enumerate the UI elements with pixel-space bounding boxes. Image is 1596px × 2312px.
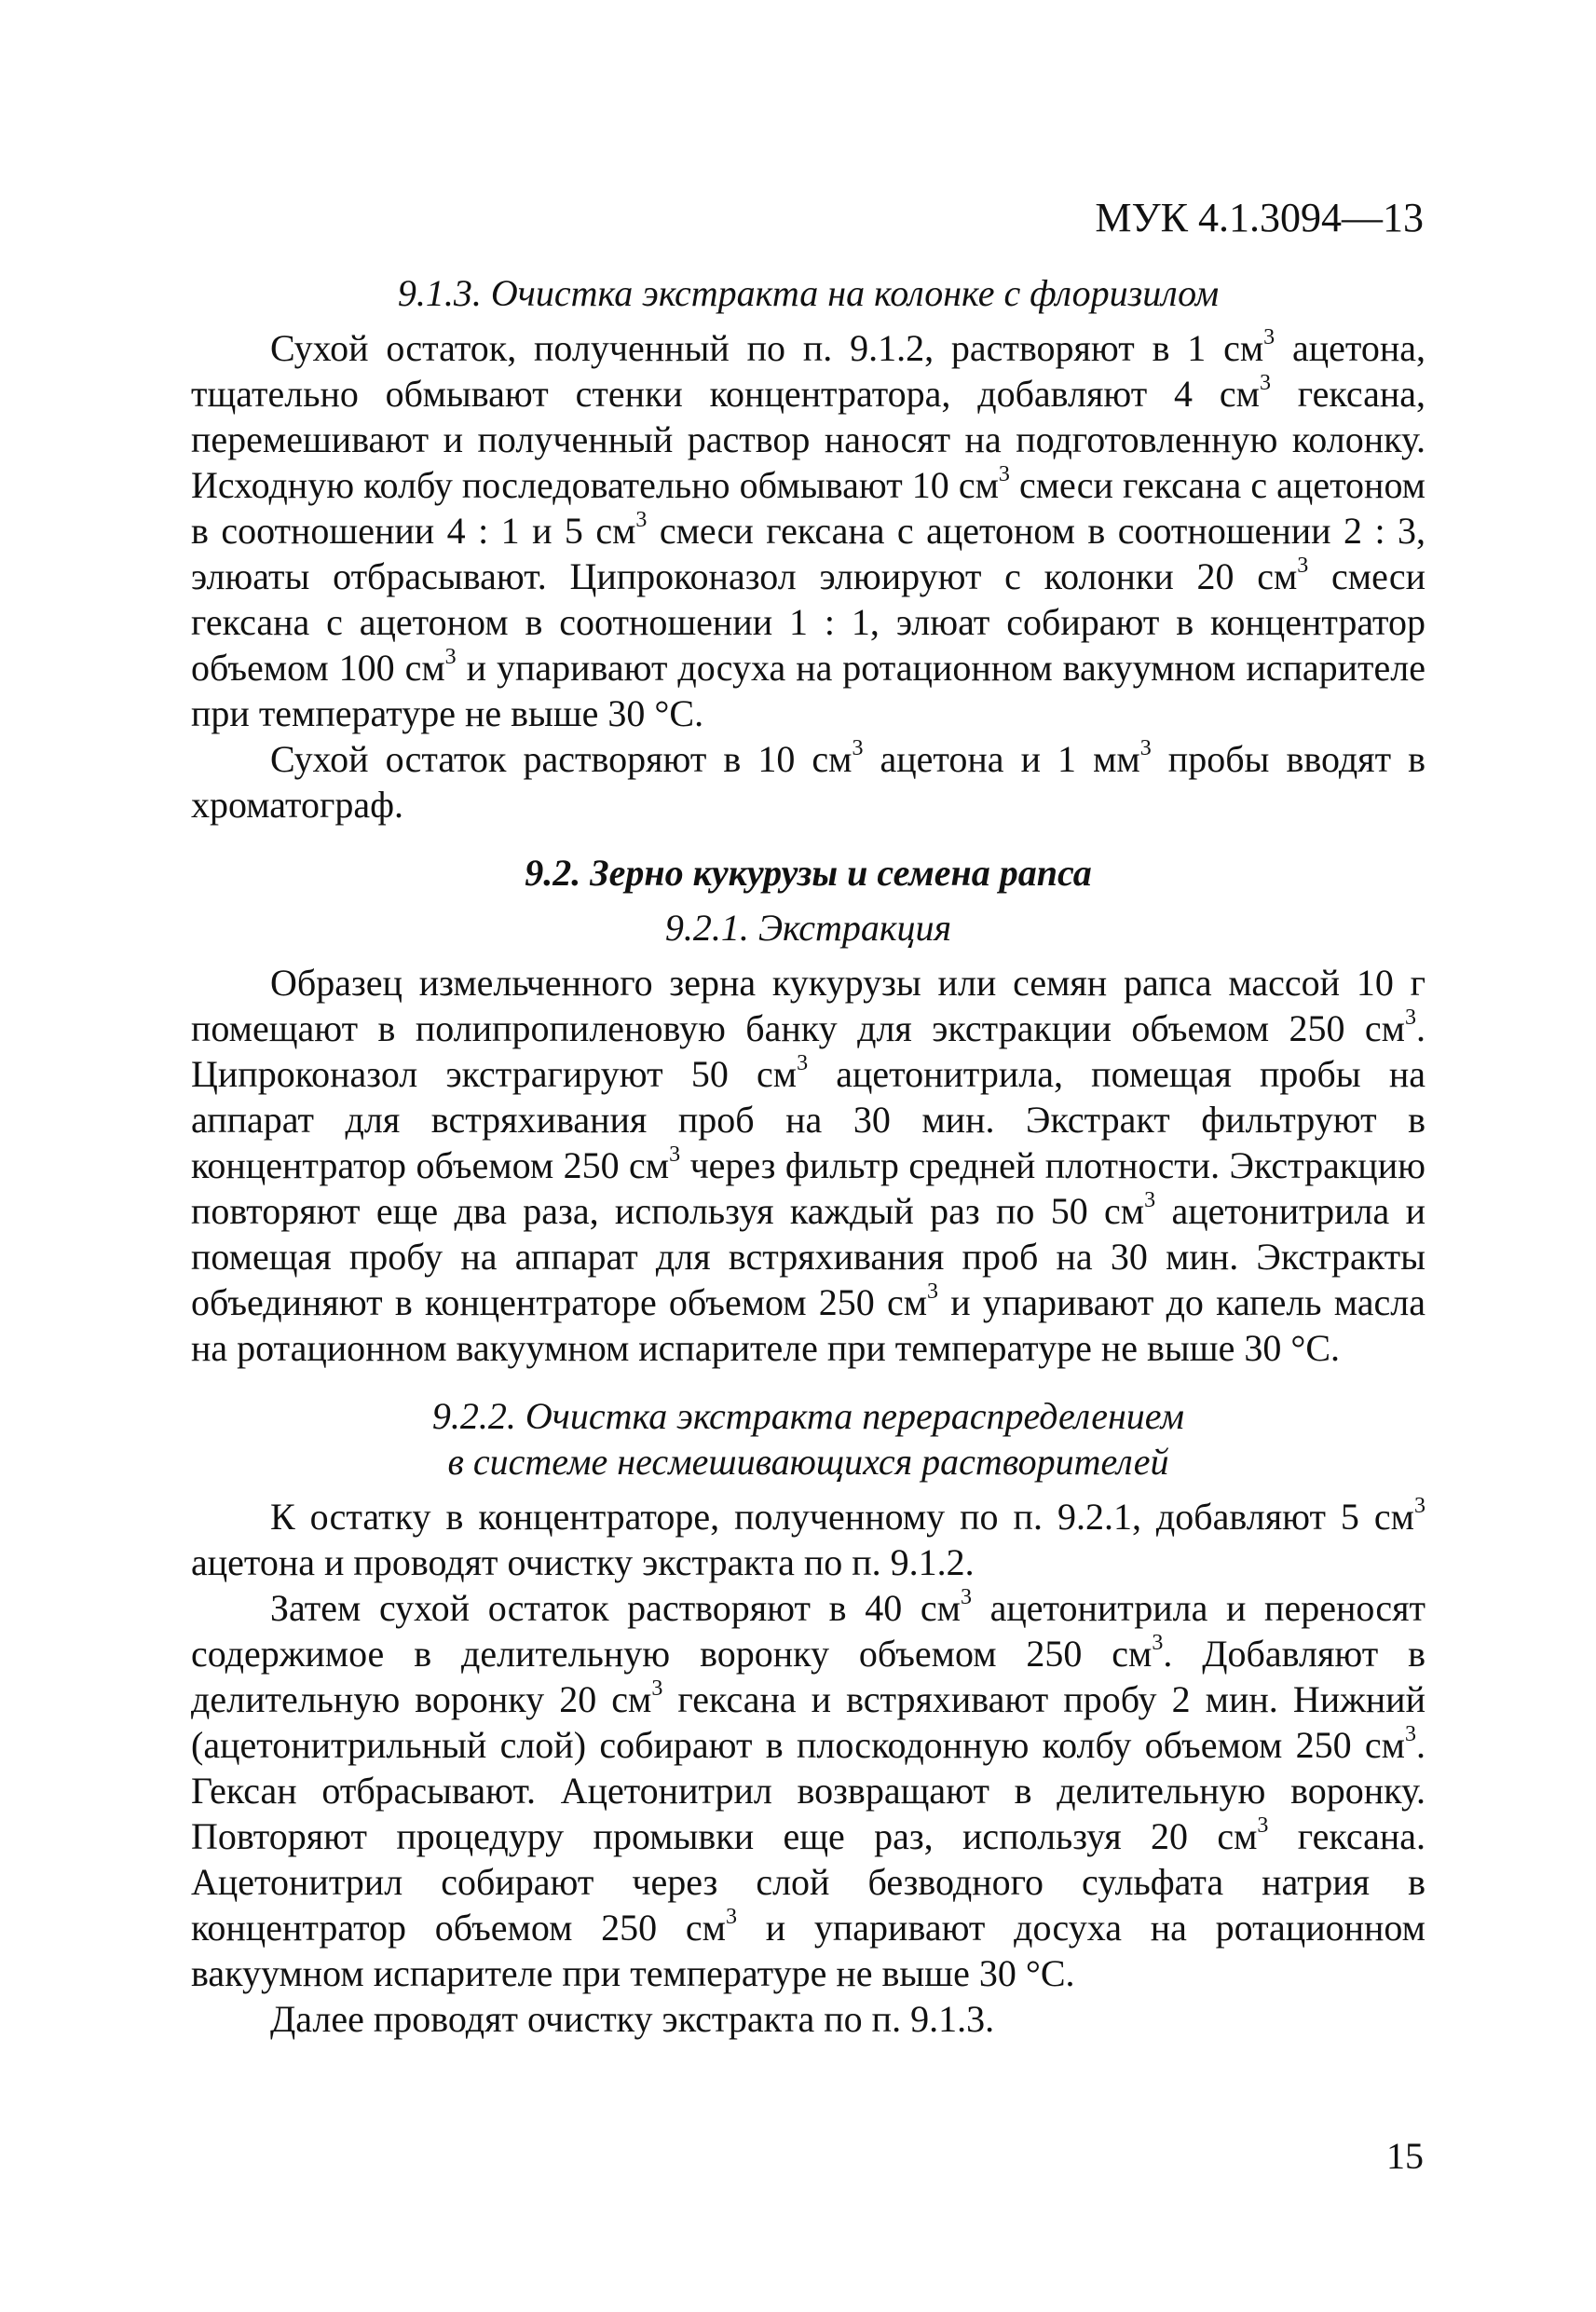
section-heading-9-1-3: 9.1.3. Очистка экстракта на колонке с флоризилом — [397, 272, 1220, 314]
section-heading-9-2-2-line2: в системе несмешивающихся растворителей — [447, 1441, 1169, 1483]
section-heading-9-2-1: 9.2.1. Экстракция — [664, 907, 952, 949]
section-heading-9-2-2-line1: 9.2.2. Очистка экстракта перераспределением — [431, 1395, 1185, 1437]
paragraph-9-2-2-3: Далее проводят очистку экстракта по п. 9.1.3. — [270, 1998, 995, 2040]
paragraph-9-1-3-1: Сухой остаток, полученный по п. 9.1.2, растворяют в 1 $см^3$ ацетона, тщательно обмывают стенки концентратора, добавляют 4 $см^3$ гексана, перемешивают и полученный раствор наносят на подготовленную колонку. Исходную колбу последовательно обмывают 10 $см^3$ смеси гексана с ацетоном в соотношении 4 : 1 и 5 $см^3$ смеси гексана с ацетоном в соотношении 2 : 3, элюаты отбрасывают. Ципроконазол элюируют с колонки 20 $см^3$ смеси гексана с ацетоном в соотношении 1 : 1, элюат собирают в концентратор объемом 100 $см^3$ и упаривают досуха на ротационном вакуумном испарителе при температуре не выше 30 °С. — [191, 325, 1426, 734]
paragraph-9-2-1-1: Образец измельченного зерна кукурузы или семян рапса массой 10 г помещают в полипропиленовую банку для экстракции объемом 250 $см^3$. Ципроконазол экстрагируют 50 $см^3$ ацетонитрила, помещая пробы на аппарат для встряхивания проб на 30 мин. Экстракт фильтруют в концентратор объемом 250 $см^3$ через фильтр средней плотности. Экстракцию повторяют еще два раза, используя каждый раз по 50 $см^3$ ацетонитрила и помещая пробу на аппарат для встряхивания проб на 30 мин. Экстракты объединяют в концентраторе объемом 250 $см^3$ и упаривают до капель масла на ротационном вакуумном испарителе при температуре не выше 30 °С. — [191, 962, 1425, 1369]
paragraph-9-2-2-1: К остатку в концентраторе, полученному по п. 9.2.1, добавляют 5 $см^3$ ацетона и проводят очистку экстракта по п. 9.1.2. — [191, 1494, 1425, 1583]
paragraph-9-2-2-2: Затем сухой остаток растворяют в 40 $см^3$ ацетонитрила и переносят содержимое в делительную воронку объемом 250 $см^3$. Добавляют в делительную воронку 20 $см^3$ гексана и встряхивают пробу 2 мин. Нижний (ацетонитрильный слой) собирают в плоскодонную колбу объемом 250 $см^3$. Гексан отбрасывают. Ацетонитрил возвращают в делительную воронку. Повторяют процедуру промывки еще раз, используя 20 $см^3$ гексана. Ацетонитрил собирают через слой безводного сульфата натрия в концентратор объемом 250 $см^3$ и упаривают досуха на ротационном вакуумном испарителе при температуре не выше 30 °С. — [191, 1585, 1426, 1994]
paragraph-9-1-3-2: Сухой остаток растворяют в 10 $см^3$ ацетона и 1 $мм^3$ пробы вводят в хроматограф. — [191, 736, 1425, 826]
page-number: 15 — [1386, 2135, 1424, 2177]
document-code: МУК 4.1.3094—13 — [1095, 195, 1424, 240]
section-heading-9-2: 9.2. Зерно кукурузы и семена рапса — [525, 852, 1092, 894]
document-body — [191, 270, 1425, 2042]
